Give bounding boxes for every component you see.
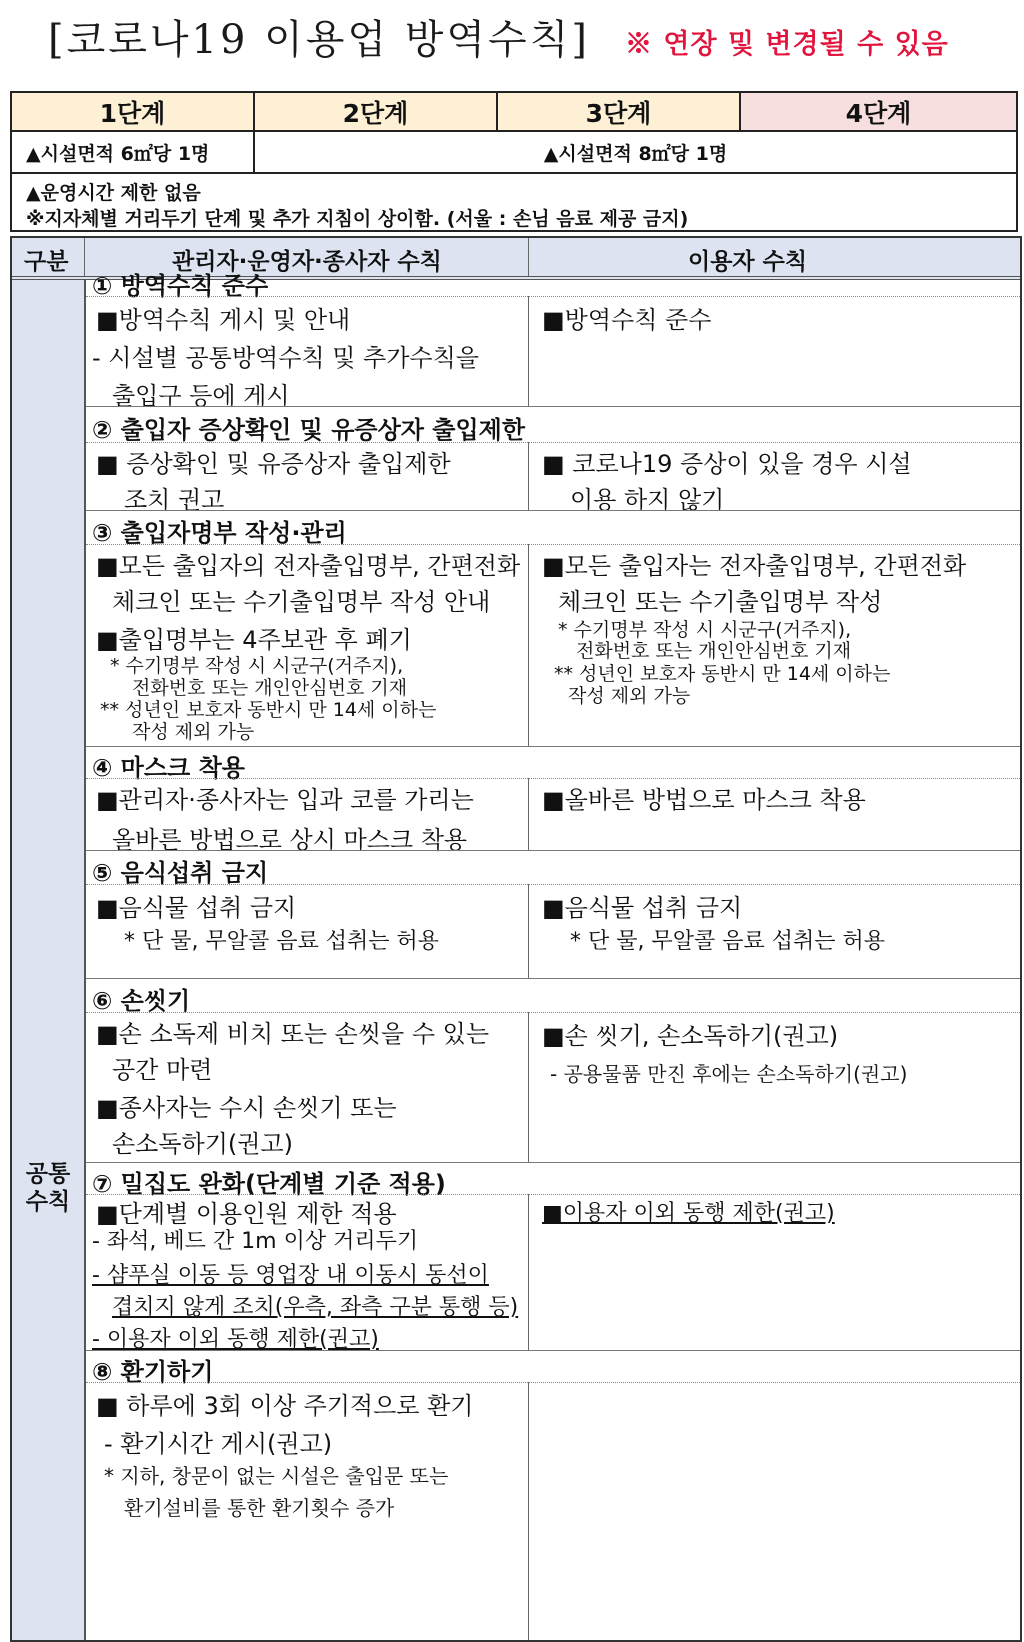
- stage-1-header: 1단계: [11, 92, 254, 131]
- s7-manager-line: - 이용자 이외 동행 제한(권고): [92, 1327, 379, 1352]
- section-divider: [86, 296, 1020, 297]
- rules-table: [10, 236, 1022, 1642]
- section-divider: [86, 442, 1020, 443]
- row-label-column: [12, 280, 86, 1640]
- s3-manager-line: 체크인 또는 수기출입명부 작성 안내: [112, 588, 491, 616]
- section-2-title: ② 출입자 증상확인 및 유증상자 출입제한: [92, 416, 526, 444]
- stage-2-header: 2단계: [254, 92, 497, 131]
- section-divider: [86, 978, 1020, 979]
- section-divider: [86, 884, 1020, 885]
- column-divider: [528, 1194, 529, 1350]
- s2-user-line: 이용 하지 않기: [570, 486, 725, 514]
- s6-manager-line: 손소독하기(권고): [112, 1130, 294, 1158]
- section-divider: [86, 1382, 1020, 1383]
- s1-user-line: ■방역수칙 준수: [542, 306, 712, 334]
- stage-3-header: 3단계: [497, 92, 740, 131]
- column-divider: [528, 1382, 529, 1640]
- s3-manager-note: * 수기명부 작성 시 시군구(거주지),: [110, 655, 404, 677]
- change-notice: ※ 연장 및 변경될 수 있음: [625, 29, 949, 60]
- col-header-user: 이용자 수칙: [688, 249, 808, 275]
- s3-manager-note: 전화번호 또는 개인안심번호 기재: [132, 677, 408, 699]
- header-divider: [84, 238, 85, 276]
- column-divider: [528, 296, 529, 406]
- section-divider: [86, 1162, 1020, 1163]
- stage-4-header: 4단계: [740, 92, 1017, 131]
- section-divider: [86, 406, 1020, 407]
- section-4-title: ④ 마스크 착용: [92, 754, 245, 782]
- row-label-line: 수칙: [25, 1189, 71, 1215]
- s6-manager-line: ■손 소독제 비치 또는 손씻을 수 있는: [96, 1020, 490, 1048]
- s7-user-line: ■이용자 이외 동행 제한(권고): [542, 1201, 835, 1226]
- s3-user-note: ** 성년인 보호자 동반시 만 14세 이하는: [554, 663, 891, 685]
- column-divider: [528, 544, 529, 746]
- section-3-title: ③ 출입자명부 작성·관리: [92, 519, 347, 547]
- stage-2-4-area: ▲시설면적 8㎡당 1명: [254, 131, 1017, 173]
- column-divider: [528, 778, 529, 850]
- s7-manager-line: 겹치지 않게 조치(우측, 좌측 구분 통행 등): [112, 1295, 519, 1320]
- column-divider: [528, 1012, 529, 1162]
- s3-manager-line: ■출입명부는 4주보관 후 폐기: [96, 626, 412, 654]
- s7-manager-line: - 샴푸실 이동 등 영업장 내 이동시 동선이: [92, 1263, 489, 1288]
- col-header-manager: 관리자·운영자·종사자 수칙: [172, 249, 442, 275]
- col-header-gubun: 구분: [24, 249, 69, 275]
- s7-manager-line: - 좌석, 베드 간 1m 이상 거리두기: [92, 1229, 419, 1254]
- column-divider: [528, 884, 529, 978]
- s3-user-line: 체크인 또는 수기출입명부 작성: [558, 588, 883, 616]
- section-6-title: ⑥ 손씻기: [92, 987, 191, 1015]
- s5-user-note: * 단 물, 무알콜 음료 섭취는 허용: [570, 929, 885, 954]
- s5-manager-line: ■음식물 섭취 금지: [96, 894, 297, 922]
- s2-manager-line: ■ 증상확인 및 유증상자 출입제한: [96, 450, 451, 478]
- section-1-title: ① 방역수칙 준수: [92, 272, 269, 300]
- s6-manager-line: 공간 마련: [112, 1056, 213, 1084]
- local-variation-note: ※지자체별 거리두기 단계 및 추가 지침이 상이함. (서울 : 손님 음료 제공 금지): [26, 208, 689, 230]
- s4-user-line: ■올바른 방법으로 마스크 착용: [542, 786, 866, 814]
- section-divider: [86, 746, 1020, 747]
- row-label-common: [20, 1160, 76, 1216]
- s8-manager-note: 환기설비를 통한 환기횟수 증가: [124, 1496, 395, 1520]
- section-5-title: ⑤ 음식섭취 금지: [92, 859, 269, 887]
- row-label-line: 공통: [25, 1161, 71, 1187]
- s1-manager-line: 출입구 등에 게시: [112, 382, 290, 410]
- header-divider: [528, 238, 529, 276]
- s3-manager-note: 작성 제외 가능: [132, 721, 255, 743]
- s4-manager-line: ■관리자·종사자는 입과 코를 가리는: [96, 786, 474, 814]
- s5-user-line: ■음식물 섭취 금지: [542, 894, 743, 922]
- s8-manager-line: - 환기시간 게시(권고): [104, 1430, 333, 1458]
- operating-info-box: [10, 172, 1018, 232]
- s6-user-line: - 공용물품 만진 후에는 손소독하기(권고): [550, 1062, 908, 1086]
- section-divider: [86, 778, 1020, 779]
- section-divider: [86, 850, 1020, 851]
- page-title: [코로나19 이용업 방역수칙]: [48, 17, 590, 63]
- section-divider: [86, 1350, 1020, 1351]
- s3-user-note: 작성 제외 가능: [568, 685, 691, 707]
- section-7-title: ⑦ 밀집도 완화(단계별 기준 적용): [92, 1170, 446, 1198]
- s7-manager-line: ■단계별 이용인원 제한 적용: [96, 1200, 397, 1228]
- s6-user-line: ■손 씻기, 손소독하기(권고): [542, 1022, 839, 1050]
- s1-manager-line: - 시설별 공통방역수칙 및 추가수칙을: [92, 344, 479, 372]
- s3-user-line: ■모든 출입자는 전자출입명부, 간편전화: [542, 552, 967, 580]
- section-8-title: ⑧ 환기하기: [92, 1358, 214, 1386]
- s3-user-note: 전화번호 또는 개인안심번호 기재: [576, 640, 852, 662]
- s3-user-note: * 수기명부 작성 시 시군구(거주지),: [558, 619, 852, 641]
- s8-manager-line: ■ 하루에 3회 이상 주기적으로 환기: [96, 1392, 474, 1420]
- operating-hours: ▲운영시간 제한 없음: [26, 182, 201, 204]
- section-divider: [86, 510, 1020, 511]
- section-divider: [86, 1012, 1020, 1013]
- s2-manager-line: 조치 권고: [124, 486, 225, 514]
- column-divider: [528, 442, 529, 510]
- section-divider: [86, 544, 1020, 545]
- stage-table: [10, 91, 1018, 174]
- s4-manager-line: 올바른 방법으로 상시 마스크 착용: [112, 826, 468, 854]
- s2-user-line: ■ 코로나19 증상이 있을 경우 시설: [542, 450, 912, 478]
- s6-manager-line: ■종사자는 수시 손씻기 또는: [96, 1094, 397, 1122]
- s3-manager-note: ** 성년인 보호자 동반시 만 14세 이하는: [100, 699, 437, 721]
- s8-manager-note: * 지하, 창문이 없는 시설은 출입문 또는: [104, 1464, 449, 1488]
- stage-1-area: ▲시설면적 6㎡당 1명: [11, 131, 254, 173]
- s1-manager-line: ■방역수칙 게시 및 안내: [96, 306, 351, 334]
- s3-manager-line: ■모든 출입자의 전자출입명부, 간편전화: [96, 552, 521, 580]
- s5-manager-note: * 단 물, 무알콜 음료 섭취는 허용: [124, 929, 439, 954]
